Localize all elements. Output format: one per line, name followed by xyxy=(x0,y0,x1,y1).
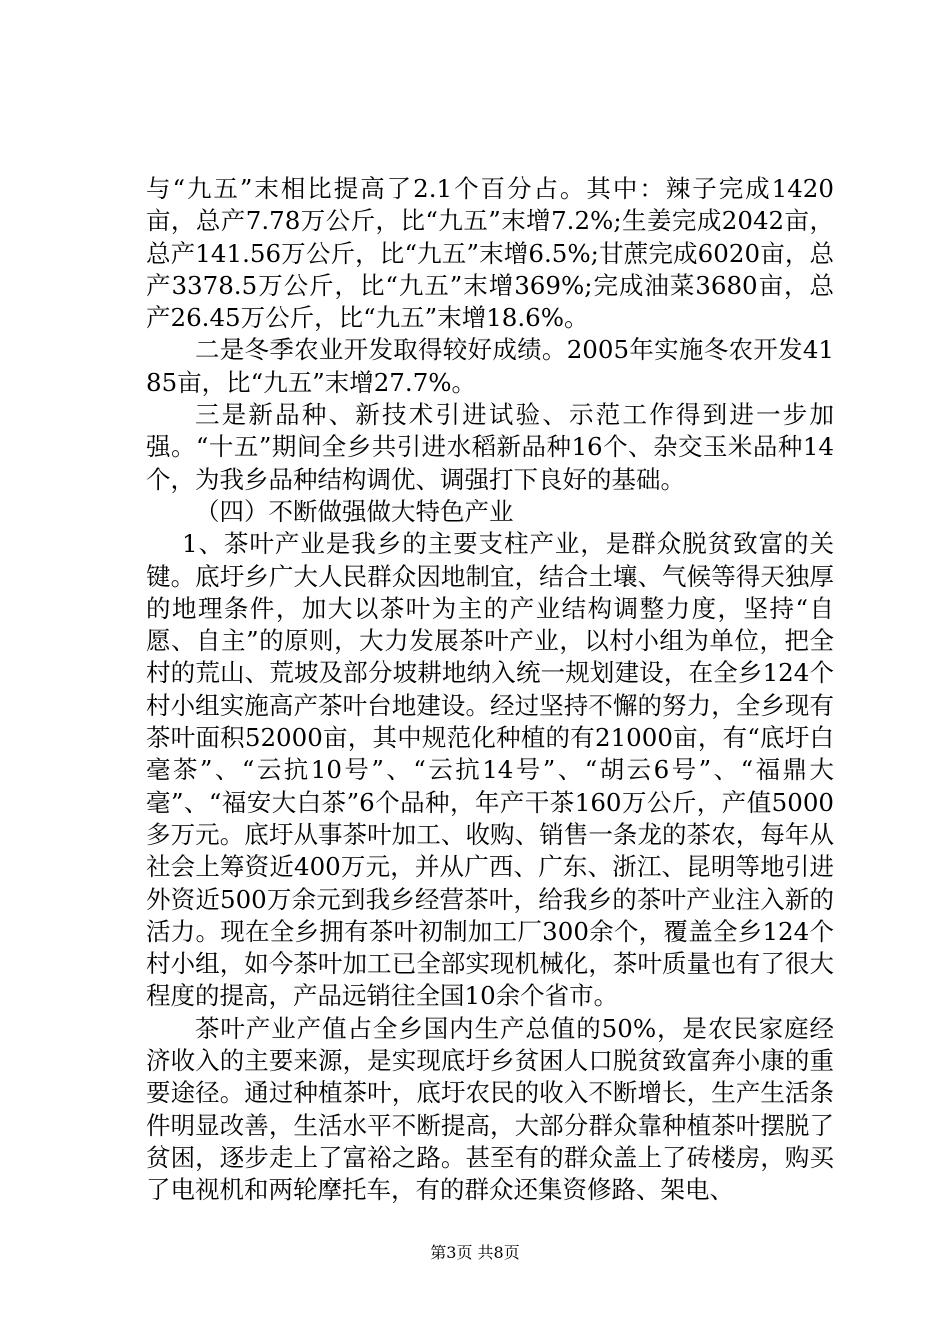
document-body xyxy=(146,173,834,1207)
page-number-footer: 第3页 共8页 xyxy=(430,1243,520,1262)
paragraph-1: 与“九五”末相比提高了2.1个百分占。其中：辣子完成1420亩，总产7.78万公斤，比“九五”末增7.2%;生姜完成2042亩，总产141.56万公斤，比“九五”末增6.5%;甘蔗完成6020亩，总产3378.5万公斤，比“九五”末增369%;完成油菜3680亩，总产26.45万公斤，比“九五”末增18.6%。 xyxy=(146,174,834,333)
paragraph-3: 三是新品种、新技术引进试验、示范工作得到进一步加强。“十五”期间全乡共引进水稻新品种16个、杂交玉米品种14个，为我乡品种结构调优、调强打下良好的基础。 xyxy=(146,400,834,494)
paragraph-4: 1、茶叶产业是我乡的主要支柱产业，是群众脱贫致富的关键。底圩乡广大人民群众因地制宜，结合土壤、气候等得天独厚的地理条件，加大以茶叶为主的产业结构调整力度，坚持“自愿、自主”的原则，大力发展茶叶产业，以村小组为单位，把全村的荒山、荒坡及部分坡耕地纳入统一规划建设，在全乡124个村小组实施高产茶叶台地建设。经过坚持不懈的努力，全乡现有茶叶面积52000亩，其中规范化种植的有21000亩，有“底圩白毫茶”、“云抗10号”、“云抗14号”、“胡云6号”、“福鼎大毫”、“福安大白茶”6个品种，年产干茶160万公斤，产值5000多万元。底圩从事茶叶加工、收购、销售一条龙的茶农，每年从社会上筹资近400万元，并从广西、广东、浙江、昆明等地引进外资近500万余元到我乡经营茶叶，给我乡的茶叶产业注入新的活力。现在全乡拥有茶叶初制加工厂300余个，覆盖全乡124个村小组，如今茶叶加工已全部实现机械化，茶叶质量也有了很大程度的提高，产品远销往全国10余个省市。 xyxy=(146,529,834,1011)
section-heading: （四）不断做强做大特色产业 xyxy=(195,496,514,526)
paragraph-2: 二是冬季农业开发取得较好成绩。2005年实施冬农开发4185亩，比“九五”末增27.7%。 xyxy=(146,335,834,397)
paragraph-5: 茶叶产业产值占全乡国内生产总值的50%，是农民家庭经济收入的主要来源，是实现底圩乡贫困人口脱贫致富奔小康的重要途径。通过种植茶叶，底圩农民的收入不断增长，生产生活条件明显改善，生活水平不断提高，大部分群众靠种植茶叶摆脱了贫困，逐步走上了富裕之路。甚至有的群众盖上了砖楼房，购买了电视机和两轮摩托车，有的群众还集资修路、架电、 xyxy=(146,1013,834,1205)
